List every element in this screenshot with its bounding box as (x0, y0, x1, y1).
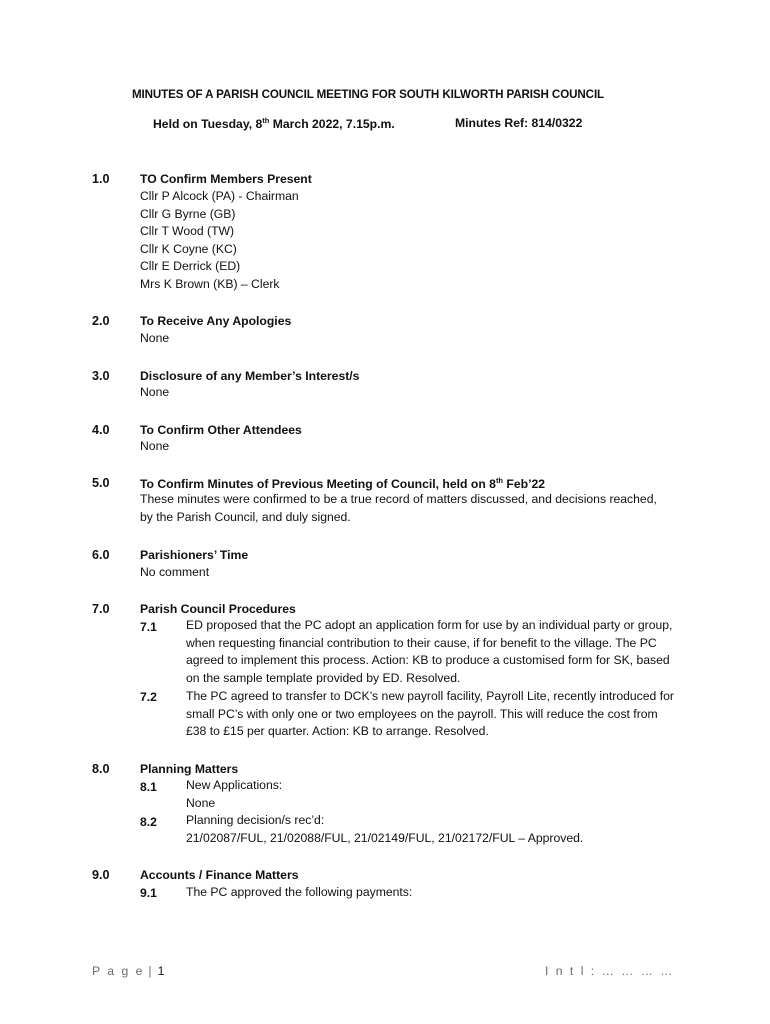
section-heading: TO Confirm Members Present (140, 172, 312, 186)
section-heading-sup: th (495, 476, 504, 485)
section-heading: Accounts / Finance Matters (140, 868, 299, 882)
item-number: 7.1 (140, 620, 157, 634)
section-body: These minutes were confirmed to be a true record of matters discussed, and decisions reached, by the Parish Council, and duly signed. (140, 492, 657, 524)
member-line: Cllr E Derrick (ED) (140, 259, 241, 274)
page-number: 1 (157, 964, 165, 978)
section-number: 9.0 (92, 868, 110, 882)
item-number: 9.1 (140, 886, 157, 900)
item-text: ED proposed that the PC adopt an application form for use by an individual party or group, when requesting financial contribution to their cause, if for benefit to the village. The PC agreed to implement this process. Action: KB to produce a customised form for SK, based on the sample template provided by ED. Resolved. (186, 618, 673, 685)
section-number: 4.0 (92, 423, 110, 437)
section-body: No comment (140, 565, 210, 579)
item-text: The PC agreed to transfer to DCK’s new payroll facility, Payroll Lite, recently introduced for small PC’s with only one or two employees on the payroll. This will reduce the cost from £38 to £15 per quarter. Action: KB to arrange. Resolved. (186, 689, 674, 739)
item-text: Planning decision/s rec’d: (186, 813, 325, 827)
section-heading-prefix: To Confirm Minutes of Previous Meeting of Council, held on 8 (140, 477, 496, 492)
section-number: 1.0 (92, 172, 110, 186)
page-label: P a g e (92, 964, 145, 978)
minutes-reference: Minutes Ref: 814/0322 (455, 116, 583, 130)
item-number: 8.2 (140, 815, 157, 829)
footer-separator: | (148, 964, 154, 978)
member-line: Cllr K Coyne (KC) (140, 241, 237, 256)
section-number: 7.0 (92, 602, 110, 616)
section-heading: To Receive Any Apologies (140, 314, 292, 328)
section-heading (140, 476, 545, 491)
meeting-date-rest: March 2022, 7.15p.m. (269, 117, 395, 132)
section-heading: Parishioners’ Time (140, 548, 249, 562)
section-heading: Disclosure of any Member’s Interest/s (140, 369, 360, 383)
section-body: None (140, 331, 170, 345)
item-text: None (186, 796, 216, 810)
section-number: 3.0 (92, 369, 110, 383)
page-footer (92, 964, 164, 978)
item-number: 8.1 (140, 780, 157, 794)
member-line: Cllr T Wood (TW) (140, 224, 235, 239)
section-body: None (140, 439, 170, 453)
section-number: 2.0 (92, 314, 110, 328)
section-heading: Planning Matters (140, 762, 239, 776)
initials-field: I n t l : … … … … (545, 964, 675, 978)
section-heading-suffix: Feb’22 (503, 477, 546, 492)
section-number: 5.0 (92, 476, 110, 490)
member-line: Cllr P Alcock (PA) - Chairman (140, 189, 299, 203)
item-text: New Applications: (186, 778, 283, 792)
section-heading: To Confirm Other Attendees (140, 423, 302, 437)
section-heading: Parish Council Procedures (140, 602, 296, 616)
section-body: None (140, 385, 170, 399)
member-line: Mrs K Brown (KB) – Clerk (140, 277, 280, 291)
meeting-date (153, 116, 395, 131)
member-line: Cllr G Byrne (GB) (140, 206, 236, 221)
meeting-date-suffix-sup: th (262, 116, 270, 125)
section-number: 6.0 (92, 548, 110, 562)
item-number: 7.2 (140, 690, 157, 704)
meeting-date-prefix: Held on Tuesday, 8 (153, 117, 263, 132)
item-text: 21/02087/FUL, 21/02088/FUL, 21/02149/FUL, 21/02172/FUL – Approved. (186, 831, 584, 845)
section-number: 8.0 (92, 762, 110, 776)
item-text: The PC approved the following payments: (186, 885, 413, 899)
document-title: MINUTES OF A PARISH COUNCIL MEETING FOR SOUTH KILWORTH PARISH COUNCIL (131, 88, 605, 101)
